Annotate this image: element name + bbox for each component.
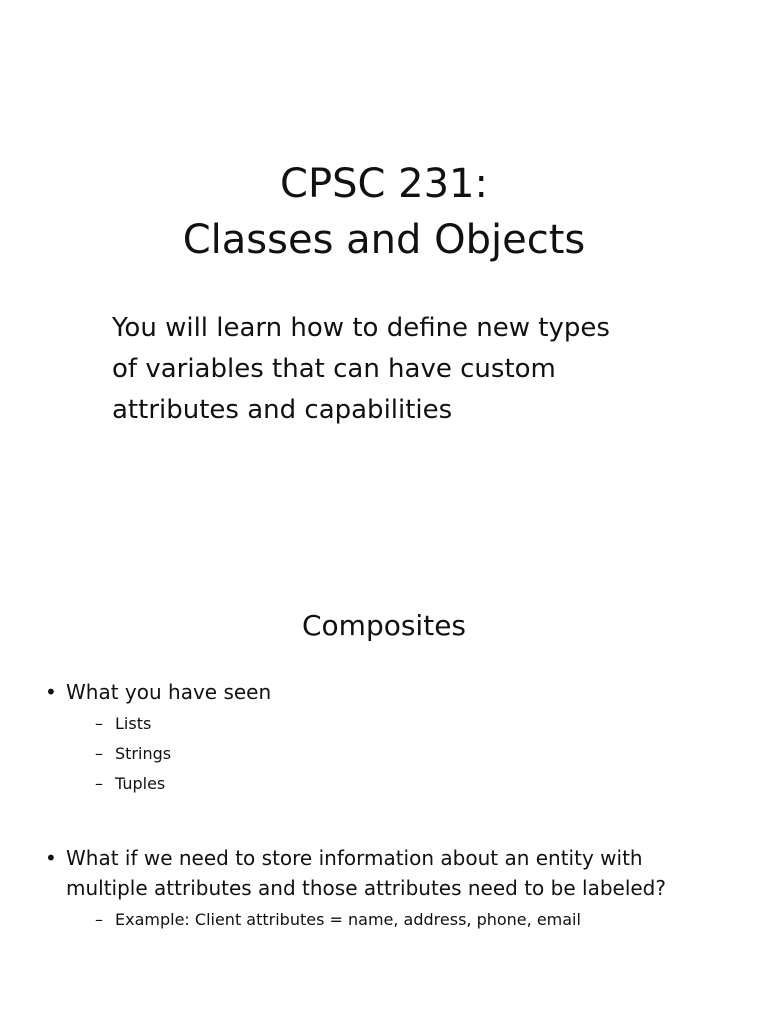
bullet-dot: •: [45, 680, 57, 704]
sub-bullet-text: Example: Client attributes = name, address, phone, email: [115, 910, 581, 929]
sub-bullet-dash: –: [95, 714, 103, 733]
sub-bullet-item: [95, 739, 745, 769]
sub-bullet-item: [95, 769, 745, 799]
bullet-list-1: [45, 677, 745, 799]
bullet-dot: •: [45, 846, 57, 870]
bullet-text: What you have seen: [66, 680, 272, 704]
bullet-text-line-1: What if we need to store information about an entity with: [66, 846, 643, 870]
title-line-2: Classes and Objects: [182, 217, 586, 263]
sub-bullet-dash: –: [95, 744, 103, 763]
bullet-list-2: [45, 843, 745, 935]
slide-composites: [0, 512, 768, 1024]
sub-bullet-list: [66, 709, 745, 799]
sub-bullet-text: Strings: [115, 744, 172, 763]
sub-bullet-dash: –: [95, 910, 103, 929]
title-line-1: CPSC 231:: [280, 161, 488, 207]
sub-bullet-text: Lists: [115, 714, 152, 733]
slide-title-heading: [0, 156, 768, 268]
composites-heading: Composites: [301, 609, 467, 642]
subtitle-line-1: You will learn how to define new types: [112, 313, 610, 343]
sub-bullet-dash: –: [95, 774, 103, 793]
sub-bullet-text: Tuples: [115, 774, 166, 793]
bullet-item: [45, 677, 745, 799]
sub-bullet-item: [95, 905, 745, 935]
bullet-item: [45, 843, 745, 935]
subtitle-line-2: of variables that can have custom: [112, 354, 556, 384]
slide-subtitle: [112, 308, 692, 431]
subtitle-line-3: attributes and capabilities: [112, 395, 453, 425]
bullet-text-line-2: multiple attributes and those attributes need to be labeled?: [66, 876, 666, 900]
sub-bullet-list: [66, 905, 745, 935]
sub-bullet-item: [95, 709, 745, 739]
